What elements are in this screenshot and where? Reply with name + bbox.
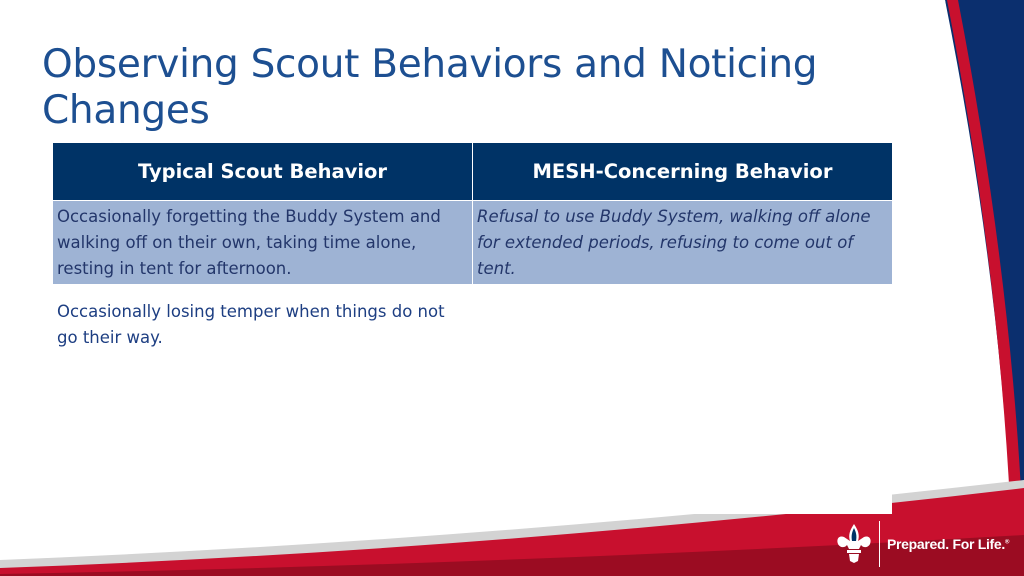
table-header-row: [53, 143, 893, 201]
cell-concerning-behavior: Refusal to use Buddy System, walking off alone for extended periods, refusing to come out of tent.: [473, 201, 893, 285]
brand-motto-text: Prepared. For Life.: [887, 536, 1005, 552]
cell-concerning-behavior: [473, 285, 893, 354]
table-row: [53, 201, 893, 285]
footer-divider: [879, 521, 880, 567]
header-typical-behavior: Typical Scout Behavior: [53, 143, 473, 201]
behavior-comparison-table: [52, 142, 893, 354]
brand-motto: [887, 536, 1009, 552]
fleur-de-lis-emblem-icon: [836, 523, 872, 563]
cell-typical-behavior: Occasionally losing temper when things do not go their way.: [53, 285, 473, 354]
cell-typical-behavior: Occasionally forgetting the Buddy System and walking off on their own, taking time alone, resting in tent for afternoon.: [53, 201, 473, 285]
slide-title: Observing Scout Behaviors and Noticing Changes: [42, 42, 818, 133]
table-row: [53, 285, 893, 354]
trademark-symbol: ®: [1005, 539, 1010, 546]
header-mesh-concerning-behavior: MESH-Concerning Behavior: [473, 143, 893, 201]
